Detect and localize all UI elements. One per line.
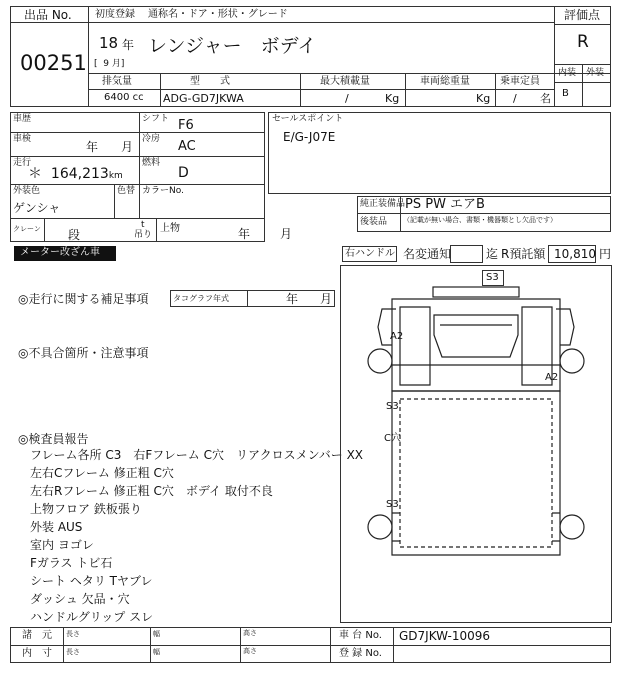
inspection-month-unit: 月 — [121, 140, 134, 154]
aftermarket-label: 後装品 — [360, 217, 388, 227]
first-reg-label: 初度登録 — [95, 9, 135, 20]
history-label: 車歴 — [13, 114, 32, 124]
front-bumper — [433, 287, 519, 297]
dims-label: 諸 元 — [22, 630, 52, 641]
deadline-label: 迄 — [486, 247, 499, 261]
ton-label: t — [141, 220, 145, 230]
inspector-report-label: ◎検査員報告 — [18, 432, 89, 446]
ac-value: AC — [178, 139, 196, 154]
name-change-box — [450, 245, 483, 263]
aftermarket-note: （記載が無い場合、書類・機器類とし欠品です） — [403, 216, 557, 224]
s3-top-label: S3 — [486, 272, 499, 283]
report-line: フレーム各所 C3 右Fフレーム C穴 リアクロスメンバー XX — [30, 448, 364, 462]
driving-notes-label: ◎走行に関する補足事項 — [18, 292, 149, 306]
sales-point-box — [268, 112, 611, 194]
right-hand-text: 右ハンドル — [345, 248, 395, 259]
color-label: 外装色 — [13, 186, 41, 196]
report-line: 上物フロア 鉄板張り — [30, 502, 142, 516]
sales-point-label: セールスポイント — [272, 114, 344, 124]
report-line: 室内 ヨゴレ — [30, 538, 94, 552]
hanging-label: 吊り — [134, 230, 153, 240]
lot-number: 00251 — [20, 51, 87, 75]
sales-point-text: E/G-J07E — [283, 130, 336, 144]
report-line: 左右Cフレーム 修正粗 C穴 — [30, 466, 174, 480]
interior-grade: B — [562, 88, 569, 99]
ac-label: 冷房 — [142, 134, 161, 144]
fuel-value: D — [178, 165, 189, 181]
crane-label: クレーン — [13, 225, 41, 233]
color-value: ゲンシャ — [13, 201, 61, 215]
month-value: [ 9 月] — [94, 59, 125, 69]
upper-month-unit: 月 — [280, 227, 293, 241]
right-mirror-icon — [556, 309, 574, 345]
interior-height-label: 高さ — [243, 647, 257, 655]
front-left-wheel-icon — [368, 349, 392, 373]
defects-label: ◎不具合箇所・注意事項 — [18, 346, 149, 360]
registration-label: 登 録 No. — [339, 648, 382, 659]
a2-right-label: A2 — [545, 372, 559, 383]
a2-left-label: A2 — [390, 331, 404, 342]
model-value: ADG-GD7JKWA — [163, 92, 244, 105]
capacity-slash: / — [513, 92, 517, 105]
year-unit: 年 — [122, 38, 135, 52]
rear-left-wheel-icon — [368, 515, 392, 539]
tacho-year-unit: 年 — [286, 292, 299, 306]
meter-tamper-text: メーター改ざん車 — [20, 247, 100, 258]
tacho-month-unit: 月 — [320, 292, 333, 306]
inspection-label: 車検 — [13, 134, 32, 144]
upper-year-unit: 年 — [238, 227, 251, 241]
genuine-equipment-label: 純正装備品 — [360, 199, 406, 209]
shift-value: F6 — [178, 118, 194, 133]
name-change-label: 名変通知 — [403, 247, 452, 261]
grade-label: 評価点 — [564, 8, 601, 22]
interior-length-label: 長さ — [66, 648, 80, 656]
model-label: 型 式 — [190, 76, 230, 87]
grade-value: R — [577, 32, 589, 52]
gross-weight-label: 車両総重量 — [420, 76, 470, 87]
interior-width-label: 幅 — [153, 648, 160, 656]
gross-weight-unit: Kg — [476, 92, 491, 105]
genuine-equipment-value: PS PW エアB — [405, 197, 485, 212]
rear-right-wheel-icon — [560, 515, 584, 539]
tachograph-label: タコグラフ年式 — [173, 294, 229, 303]
shift-label: シフト — [142, 114, 170, 124]
lot-label: 出品 No. — [24, 8, 72, 22]
chassis-label: 車 台 No. — [339, 630, 382, 641]
truck-diagram — [340, 265, 612, 623]
year-value: 18 — [99, 34, 119, 52]
car-name-label: 通称名・ドア・形状・グレード — [148, 9, 288, 20]
body-outline — [392, 391, 560, 555]
report-line: 左右Rフレーム 修正粗 C穴 ボデイ 取付不良 — [30, 484, 273, 498]
inspection-year-unit: 年 — [86, 140, 99, 154]
front-right-wheel-icon — [560, 349, 584, 373]
displacement-label: 排気量 — [102, 76, 132, 87]
capacity-label: 乗車定員 — [500, 76, 540, 87]
report-line: Fガラス トビ石 — [30, 556, 113, 570]
max-load-unit: Kg — [385, 92, 400, 105]
exterior-label: 外装 — [586, 68, 605, 78]
report-line: 外装 AUS — [30, 520, 83, 534]
inspector-report — [30, 446, 364, 626]
max-load-slash: / — [345, 92, 349, 105]
s3-mid-label: S3 — [386, 401, 399, 412]
recycle-label: R預託額 — [501, 247, 546, 261]
report-line: シート ヘタリ Tヤブレ — [30, 574, 153, 588]
displacement-value: 6400 cc — [104, 92, 144, 103]
step-label: 段 — [68, 228, 81, 242]
chassis-number: GD7JKW-10096 — [399, 629, 491, 643]
max-load-label: 最大積載量 — [320, 76, 370, 87]
yen-label: 円 — [599, 247, 612, 261]
c-hole-label: C穴 — [384, 433, 401, 444]
width-label: 幅 — [153, 630, 160, 638]
color-number-label: カラーNo. — [142, 186, 184, 196]
cab-outline — [392, 299, 560, 391]
s3-bottom-label: S3 — [386, 499, 399, 510]
car-name: レンジャー ボデイ — [148, 35, 317, 57]
cab-seat — [434, 315, 518, 357]
interior-dims-label: 内 寸 — [22, 648, 52, 659]
report-line: ハンドルグリップ スレ — [30, 610, 154, 624]
mileage-label: 走行 — [13, 158, 32, 168]
capacity-unit: 名 — [540, 92, 551, 105]
interior-label: 内装 — [558, 68, 577, 78]
length-label: 長さ — [66, 630, 80, 638]
mileage-value: ＊ 164,213km — [28, 166, 123, 182]
recycle-amount: 10,810 — [554, 247, 596, 261]
fuel-label: 燃料 — [142, 158, 161, 168]
upper-label: 上物 — [160, 223, 180, 234]
height-label: 高さ — [243, 629, 257, 637]
report-line: ダッシュ 欠品・穴 — [30, 592, 130, 606]
color-change-label: 色替 — [117, 186, 136, 196]
